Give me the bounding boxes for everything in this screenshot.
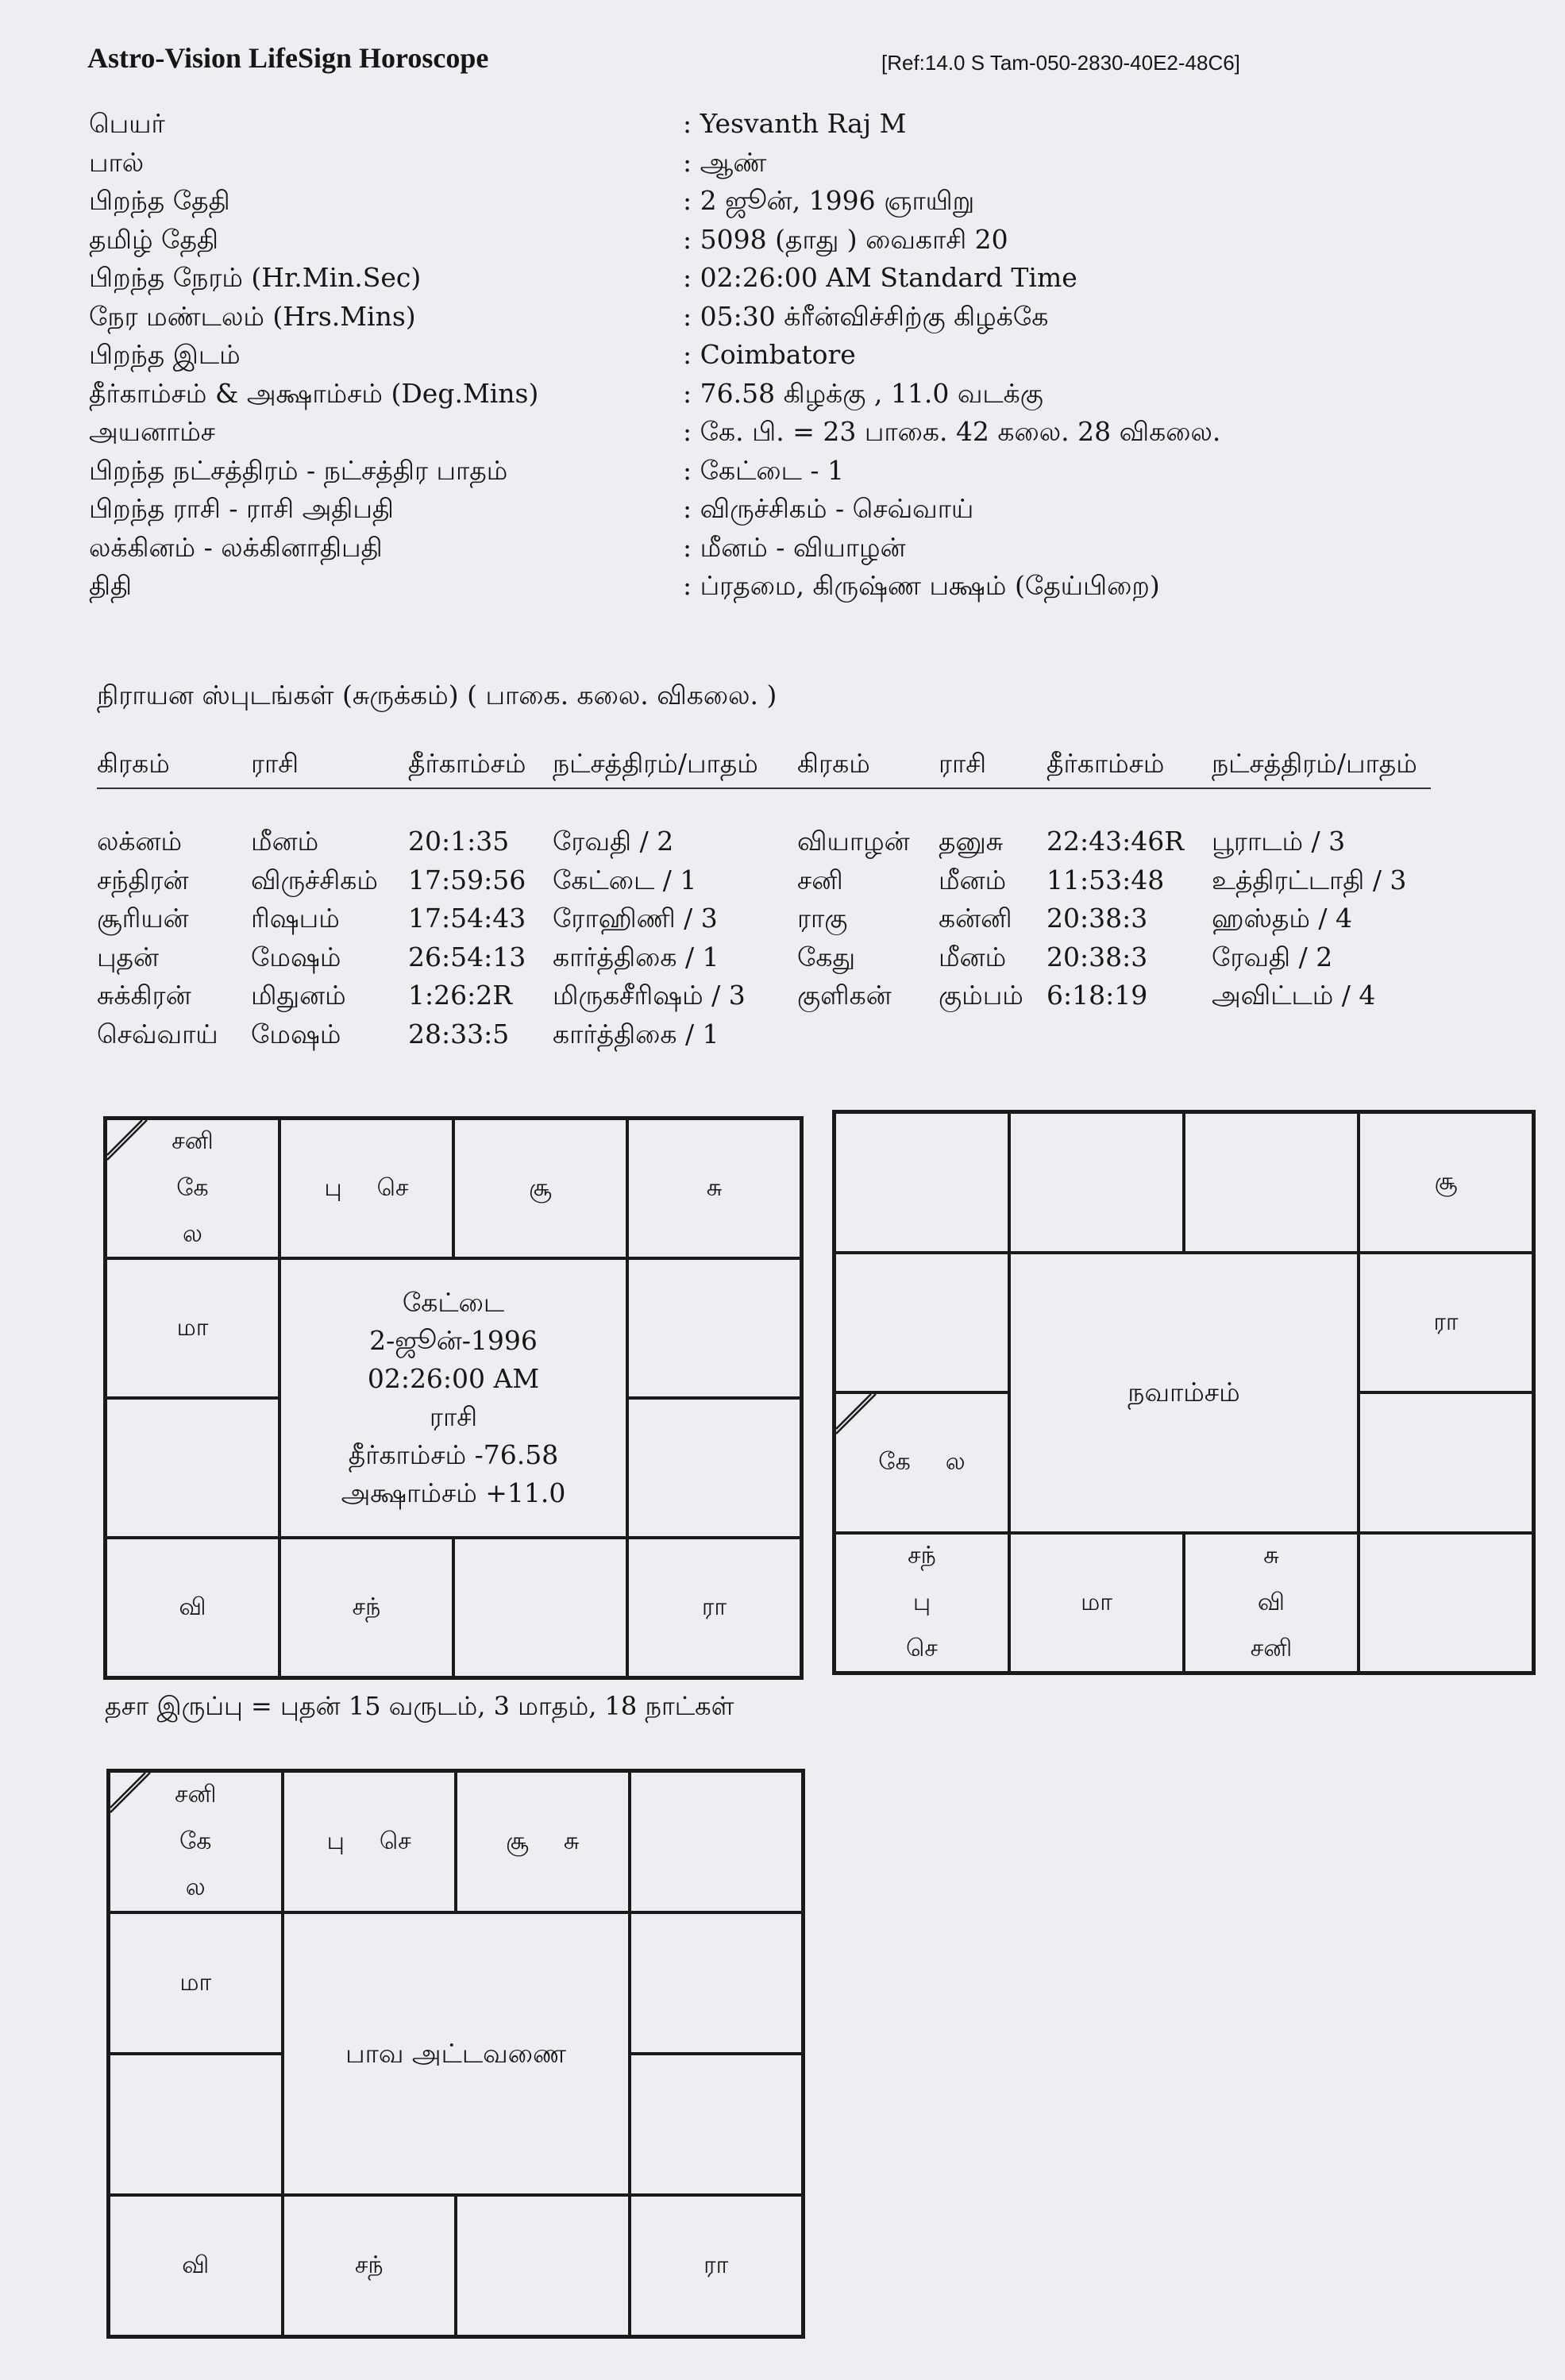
detail-value: : மீனம் - வியாழன் <box>683 531 906 563</box>
chart-house-kadagam <box>627 1258 801 1398</box>
detail-label: அயனாம்ச <box>89 416 216 447</box>
table-cell: 17:59:56 <box>408 864 526 895</box>
table-cell: 28:33:5 <box>408 1018 510 1049</box>
table-cell: மிதுனம் <box>251 980 346 1011</box>
planet-abbrev: சு <box>706 1173 723 1202</box>
center-text-line: நவாம்சம் <box>1127 1377 1240 1408</box>
detail-label: நேர மண்டலம் (Hrs.Mins) <box>89 300 416 332</box>
column-header: தீர்காம்சம் <box>408 748 526 779</box>
planet-abbrev: சனி <box>175 1781 217 1809</box>
chart-house-thulam <box>453 1538 627 1677</box>
planet-positions-table <box>97 746 1431 1057</box>
table-cell: உத்திரட்டாதி / 3 <box>1212 864 1407 895</box>
planet-abbrev: சு <box>1263 1542 1279 1569</box>
table-cell: கேட்டை / 1 <box>553 864 697 895</box>
chart-house-simmam <box>630 2054 804 2195</box>
center-text-line: அக்ஷாம்சம் +11.0 <box>341 1477 566 1508</box>
planet-abbrev: வி <box>1257 1588 1286 1616</box>
planet-abbrev: செ <box>379 1827 411 1855</box>
detail-value: : கே. பி. = 23 பாகை. 42 கலை. 28 விகலை. <box>683 416 1221 447</box>
house-planet-group <box>327 1819 411 1866</box>
lagna-marker-icon <box>107 1120 155 1168</box>
planet-abbrev: சந் <box>354 2251 384 2279</box>
planet-abbrev: மா <box>176 1313 209 1342</box>
table-cell: 22:43:46R <box>1047 826 1185 857</box>
detail-value: : 5098 (தாது ) வைகாசி 20 <box>683 223 1008 255</box>
lagna-marker-icon <box>836 1394 884 1442</box>
chart-house-dhanusu <box>106 1538 279 1677</box>
detail-value: : Yesvanth Raj M <box>683 108 907 139</box>
detail-label: பெயர் <box>89 108 165 139</box>
chart-house-mesham <box>279 1119 453 1258</box>
table-cell: ரோஹிணி / 3 <box>553 903 718 934</box>
column-header: கிரகம் <box>97 748 170 779</box>
detail-value: : 02:26:00 AM Standard Time <box>683 262 1077 293</box>
table-cell: ஹஸ்தம் / 4 <box>1212 903 1353 934</box>
chart-house-viruchigam <box>1009 1533 1184 1673</box>
table-cell: சனி <box>797 864 843 895</box>
chart-house-mithunam <box>630 1771 804 1912</box>
table-cell: 1:26:2R <box>408 980 513 1011</box>
planet-abbrev: வி <box>179 1592 206 1621</box>
planet-abbrev: மா <box>1081 1588 1112 1616</box>
planet-abbrev: சந் <box>908 1542 936 1569</box>
detail-label: லக்கினம் - லக்கினாதிபதி <box>89 531 383 563</box>
table-cell: சூரியன் <box>97 903 189 934</box>
planets-section-title: நிராயன ஸ்புடங்கள் (சுருக்கம்) ( பாகை. கலை. விகலை. ) <box>97 680 777 711</box>
chart-house-kanni <box>627 1538 801 1677</box>
detail-label: பால் <box>89 146 145 178</box>
table-cell: சுக்கிரன் <box>97 980 191 1011</box>
planet-table-header <box>97 746 1431 789</box>
table-cell: விருச்சிகம் <box>251 864 378 895</box>
detail-label: பிறந்த தேதி <box>89 185 230 216</box>
table-row <box>97 903 1431 942</box>
table-cell: மீனம் <box>251 826 319 857</box>
chart-house-rishabam <box>456 1771 630 1912</box>
table-cell: கார்த்திகை / 1 <box>553 1018 719 1049</box>
table-cell: வியாழன் <box>797 826 910 857</box>
center-text-line: 02:26:00 AM <box>367 1363 540 1395</box>
table-cell: 11:53:48 <box>1047 864 1165 895</box>
chart-house-mesham <box>1009 1112 1184 1253</box>
table-cell: 20:38:3 <box>1047 903 1148 934</box>
planet-abbrev: சனி <box>172 1127 214 1156</box>
table-cell: கார்த்திகை / 1 <box>553 941 719 972</box>
table-cell: புதன் <box>97 941 160 972</box>
planet-abbrev: சந் <box>352 1592 381 1621</box>
table-cell: 20:1:35 <box>408 826 510 857</box>
planet-abbrev: செ <box>906 1635 938 1662</box>
chart-center-label <box>1009 1253 1359 1533</box>
detail-value: : ப்ரதமை, கிருஷ்ண பக்ஷம் (தேய்பிறை) <box>683 570 1160 601</box>
column-header: தீர்காம்சம் <box>1047 748 1165 779</box>
reference-code: [Ref:14.0 S Tam-050-2830-40E2-48C6] <box>881 51 1240 75</box>
chart-house-kumbam <box>109 1912 283 2054</box>
house-planet-group <box>506 1819 579 1866</box>
column-header: கிரகம் <box>797 748 870 779</box>
detail-value: : கேட்டை - 1 <box>683 454 845 486</box>
chart-center-label <box>279 1258 627 1538</box>
table-cell: குளிகன் <box>797 980 892 1011</box>
table-cell: 17:54:43 <box>408 903 526 934</box>
chart-house-meenam <box>835 1112 1009 1253</box>
bhava-chart <box>106 1769 805 2339</box>
chart-house-dhanusu <box>109 2195 283 2336</box>
detail-label: தமிழ் தேதி <box>89 223 218 255</box>
navamsa-chart <box>832 1110 1536 1675</box>
center-text-line: ராசி <box>429 1401 478 1432</box>
table-cell: கேது <box>797 941 856 972</box>
table-cell: மிருகசீரிஷம் / 3 <box>553 980 746 1011</box>
chart-house-dhanusu <box>835 1533 1009 1673</box>
table-cell: சந்திரன் <box>97 864 189 895</box>
detail-label: திதி <box>89 570 133 601</box>
center-text-line: 2-ஜூன்-1996 <box>369 1325 538 1357</box>
planet-abbrev: பு <box>912 1588 931 1616</box>
table-cell: மேஷம் <box>251 1018 341 1049</box>
planet-table-body <box>97 826 1431 1057</box>
chart-house-rishabam <box>1184 1112 1359 1253</box>
chart-center-label <box>283 1912 630 2195</box>
planet-abbrev: கே <box>176 1173 209 1202</box>
chart-house-mithunam <box>1359 1112 1533 1253</box>
detail-label: தீர்காம்சம் & அக்ஷாம்சம் (Deg.Mins) <box>89 377 539 409</box>
column-header: நட்சத்திரம்/பாதம் <box>553 748 758 779</box>
table-cell: 26:54:13 <box>408 941 526 972</box>
planet-abbrev: பு <box>324 1173 342 1202</box>
table-cell: ரிஷபம் <box>251 903 340 934</box>
chart-house-makaram <box>835 1392 1009 1533</box>
table-row <box>97 942 1431 980</box>
column-header: ராசி <box>251 748 299 779</box>
table-cell: அவிட்டம் / 4 <box>1212 980 1376 1011</box>
planet-abbrev: வி <box>182 2251 210 2279</box>
table-cell: ரேவதி / 2 <box>553 826 674 857</box>
table-cell: லக்னம் <box>97 826 183 857</box>
chart-house-viruchigam <box>279 1538 453 1677</box>
center-text-line: கேட்டை <box>402 1287 505 1319</box>
table-cell: கும்பம் <box>939 980 1023 1011</box>
chart-house-kumbam <box>835 1253 1009 1393</box>
table-row <box>97 865 1431 903</box>
table-cell: ராகு <box>797 903 848 934</box>
detail-label: பிறந்த ராசி - ராசி அதிபதி <box>89 493 394 524</box>
center-text-line: தீர்காம்சம் -76.58 <box>348 1438 559 1470</box>
planet-abbrev: சூ <box>529 1173 552 1202</box>
planet-abbrev: மா <box>179 1968 212 1997</box>
report-title: Astro-Vision LifeSign Horoscope <box>87 42 489 74</box>
center-text-line: பாவ அட்டவணை <box>345 2038 566 2070</box>
chart-house-makaram <box>109 2054 283 2195</box>
table-cell: மீனம் <box>939 941 1007 972</box>
planet-abbrev: செ <box>376 1173 409 1202</box>
planet-abbrev: சு <box>563 1827 580 1855</box>
planet-abbrev: ல <box>183 1220 202 1249</box>
planet-abbrev: சூ <box>1434 1168 1458 1196</box>
detail-label: பிறந்த நட்சத்திரம் - நட்சத்திர பாதம் <box>89 454 508 486</box>
chart-house-kumbam <box>106 1258 279 1398</box>
chart-house-kadagam <box>1359 1253 1533 1393</box>
planet-abbrev: பு <box>326 1827 345 1855</box>
planet-abbrev: ல <box>945 1448 966 1476</box>
dasa-balance: தசா இருப்பு = புதன் 15 வருடம், 3 மாதம், 18 நாட்கள் <box>105 1691 734 1721</box>
chart-house-viruchigam <box>283 2195 457 2336</box>
planet-abbrev: கே <box>878 1448 911 1476</box>
chart-house-meenam <box>106 1119 279 1258</box>
planet-abbrev: சூ <box>506 1827 529 1855</box>
table-row <box>97 980 1431 1019</box>
column-header: ராசி <box>939 748 987 779</box>
chart-house-kanni <box>630 2195 804 2336</box>
detail-value: : 76.58 கிழக்கு , 11.0 வடக்கு <box>683 377 1043 409</box>
table-cell: பூராடம் / 3 <box>1212 826 1346 857</box>
detail-value: : விருச்சிகம் - செவ்வாய் <box>683 493 974 524</box>
chart-house-rishabam <box>453 1119 627 1258</box>
planet-abbrev: ரா <box>1433 1307 1459 1336</box>
chart-house-kadagam <box>630 1912 804 2054</box>
chart-house-makaram <box>106 1398 279 1538</box>
chart-house-mithunam <box>627 1119 801 1258</box>
table-row <box>97 826 1431 865</box>
table-cell: தனுசு <box>939 826 1004 857</box>
chart-house-thulam <box>456 2195 630 2336</box>
chart-house-thulam <box>1184 1533 1359 1673</box>
chart-house-simmam <box>627 1398 801 1538</box>
house-planet-group <box>878 1439 965 1486</box>
table-cell: செவ்வாய் <box>97 1018 218 1049</box>
detail-label: பிறந்த நேரம் (Hr.Min.Sec) <box>89 262 422 293</box>
table-cell: ரேவதி / 2 <box>1212 941 1333 972</box>
detail-value: : ஆண் <box>683 146 767 178</box>
column-header: நட்சத்திரம்/பாதம் <box>1212 748 1417 779</box>
planet-abbrev: ரா <box>701 1592 727 1621</box>
planet-abbrev: ல <box>185 1874 206 1902</box>
chart-house-simmam <box>1359 1392 1533 1533</box>
chart-house-meenam <box>109 1771 283 1912</box>
chart-house-kanni <box>1359 1533 1533 1673</box>
house-planet-group <box>324 1165 408 1212</box>
table-cell: கன்னி <box>939 903 1012 934</box>
planet-abbrev: ரா <box>703 2251 729 2279</box>
detail-value: : 2 ஜூன், 1996 ஞாயிறு <box>683 185 975 216</box>
table-cell: மேஷம் <box>251 941 341 972</box>
lagna-marker-icon <box>110 1773 158 1820</box>
detail-value: : 05:30 க்ரீன்விச்சிற்கு கிழக்கே <box>683 300 1049 332</box>
planet-abbrev: சனி <box>1250 1635 1293 1662</box>
rasi-chart <box>103 1116 804 1680</box>
table-cell: 20:38:3 <box>1047 941 1148 972</box>
detail-value: : Coimbatore <box>683 339 856 370</box>
chart-house-mesham <box>283 1771 457 1912</box>
detail-label: பிறந்த இடம் <box>89 339 241 370</box>
table-cell: 6:18:19 <box>1047 980 1148 1011</box>
table-cell: மீனம் <box>939 864 1007 895</box>
table-row <box>97 1019 1431 1057</box>
planet-abbrev: கே <box>179 1827 212 1855</box>
